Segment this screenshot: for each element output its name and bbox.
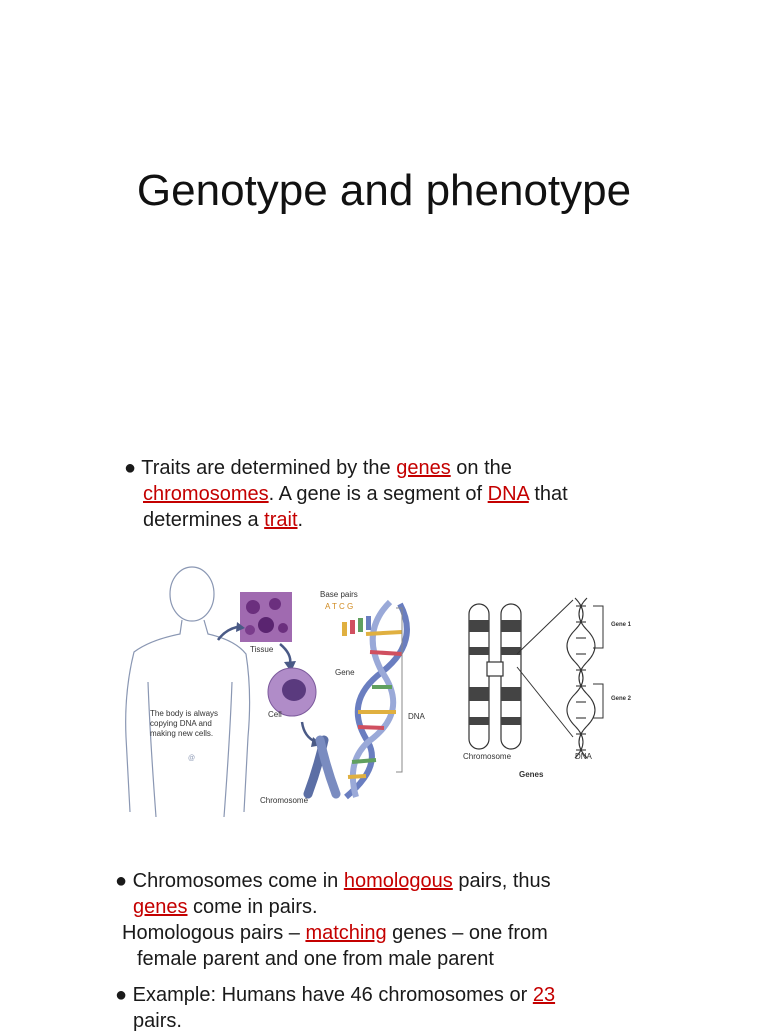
- text: that: [528, 483, 568, 505]
- label-body-note-3: making new cells.: [150, 729, 214, 738]
- label-gene-1: Gene 1: [611, 622, 632, 628]
- text: on the: [450, 457, 512, 479]
- text: pairs.: [133, 1010, 182, 1032]
- label-genes: Genes: [519, 770, 544, 779]
- keyword-genes: genes: [396, 457, 451, 479]
- keyword-23: 23: [532, 984, 556, 1006]
- label-gene-2: Gene 2: [611, 696, 632, 702]
- label-dna-right: DNA: [575, 752, 592, 761]
- label-cell: Cell: [268, 710, 282, 719]
- text: come in pairs.: [187, 896, 318, 918]
- chromosome-x: [469, 604, 521, 749]
- label-chromosome: Chromosome: [260, 796, 309, 805]
- text: female parent and one from male parent: [137, 948, 494, 970]
- human-body-outline: [126, 567, 250, 817]
- text: Traits are determined by the: [141, 457, 397, 479]
- figure-body-to-dna: [120, 562, 430, 827]
- keyword-chromosomes: chromosomes: [143, 483, 269, 505]
- label-atcg: A T C G: [325, 602, 354, 611]
- keyword-homologous: homologous: [343, 870, 453, 892]
- text: genes – one from: [386, 922, 548, 944]
- keyword-trait: trait: [264, 509, 298, 531]
- text: .: [297, 509, 304, 531]
- label-gene: Gene: [335, 668, 355, 677]
- label-chromosome-right: Chromosome: [463, 752, 512, 761]
- keyword-genes-2: genes: [133, 896, 188, 918]
- text: pairs, thus: [452, 870, 551, 892]
- label-base-pairs: Base pairs: [320, 590, 358, 599]
- text: determines a: [143, 509, 265, 531]
- svg-text:@: @: [188, 755, 196, 762]
- keyword-dna: DNA: [487, 483, 529, 505]
- dna-helix: [342, 602, 407, 797]
- slide-title: Genotype and phenotype: [136, 166, 632, 215]
- chromosome-image: [308, 740, 336, 794]
- bullet-homologous: ● Chromosomes come in homologous pairs, thus genes come in pairs. Homologous pairs – matching genes – one from female parent and one from male parent ● Example: Humans have 46 chromosomes or 23 pairs.: [115, 868, 675, 1034]
- figure-chromosome-genes: [455, 592, 645, 792]
- body-dna-illustration: [120, 562, 430, 827]
- text: . A gene is a segment of: [268, 483, 488, 505]
- label-dna: DNA: [408, 712, 425, 721]
- keyword-matching: matching: [305, 922, 387, 944]
- bullet-traits: ● Traits are determined by the genes on the chromosomes. A gene is a segment of DNA that determines a trait.: [124, 457, 568, 531]
- label-body-note-2: copying DNA and: [150, 719, 212, 728]
- text: Chromosomes come in: [132, 870, 344, 892]
- label-tissue: Tissue: [250, 645, 274, 654]
- text: Example: Humans have 46 chromosomes or: [132, 984, 533, 1006]
- label-body-note-1: The body is always: [150, 709, 219, 718]
- text: Homologous pairs –: [122, 922, 306, 944]
